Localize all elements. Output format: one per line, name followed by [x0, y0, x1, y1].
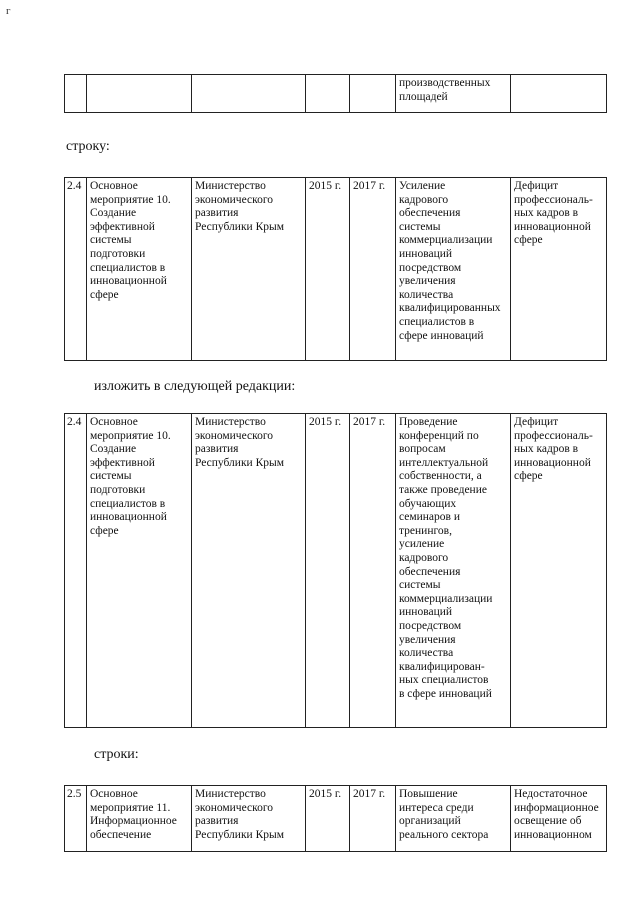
fragment-table	[64, 74, 607, 113]
cell-executor: Министерство экономического развития Республики Крым	[192, 786, 306, 852]
cell-end-year: 2017 г.	[350, 178, 396, 361]
table-row	[65, 414, 607, 728]
cell-event: Основное мероприятие 10. Создание эффективной системы подготовки специалистов в инновационной сфере	[87, 178, 192, 361]
cell-event: Основное мероприятие 11. Информационное обеспечение	[87, 786, 192, 852]
table-row	[65, 178, 607, 361]
table-row	[65, 75, 607, 113]
label-row: строку:	[66, 139, 110, 154]
cell-number: 2.4	[65, 414, 87, 728]
cell-consequence: Недостаточное информационное освещение об инновационном	[511, 786, 607, 852]
corner-mark: г	[6, 5, 11, 17]
cell-start-year: 2015 г.	[306, 414, 350, 728]
cell-end-year: 2017 г.	[350, 414, 396, 728]
cell-executor: Министерство экономического развития Республики Крым	[192, 178, 306, 361]
label-edition: изложить в следующей редакции:	[94, 379, 296, 394]
cell-number: 2.4	[65, 178, 87, 361]
row-25-table	[64, 785, 607, 852]
cell-result: Усиление кадрового обеспечения системы коммерциализации инноваций посредством увеличения количества квалифицированных специалистов в сфере инноваций	[396, 178, 511, 361]
label-rows: строки:	[94, 747, 139, 762]
cell-end-year: 2017 г.	[350, 786, 396, 852]
cell-result: Повышение интереса среди организаций реального сектора	[396, 786, 511, 852]
cell-consequence: Дефицит профессиональ- ных кадров в инновационной сфере	[511, 178, 607, 361]
cell-number	[65, 75, 87, 113]
table-row	[65, 786, 607, 852]
cell-executor	[192, 75, 306, 113]
cell-event: Основное мероприятие 10. Создание эффективной системы подготовки специалистов в инновационной сфере	[87, 414, 192, 728]
new-row-table	[64, 413, 607, 728]
old-row-table	[64, 177, 607, 361]
cell-executor: Министерство экономического развития Республики Крым	[192, 414, 306, 728]
cell-consequence: Дефицит профессиональ- ных кадров в инновационной сфере	[511, 414, 607, 728]
cell-event	[87, 75, 192, 113]
cell-start-year	[306, 75, 350, 113]
cell-consequence	[511, 75, 607, 113]
cell-start-year: 2015 г.	[306, 786, 350, 852]
cell-result: Проведение конференций по вопросам интеллектуальной собственности, а также проведение обучающих семинаров и тренингов, усиление кадрового обеспечения системы коммерциализации инноваций посредством увеличения количества квалифицирован- ных специалистов в сфере инноваций	[396, 414, 511, 728]
cell-end-year	[350, 75, 396, 113]
cell-start-year: 2015 г.	[306, 178, 350, 361]
cell-number: 2.5	[65, 786, 87, 852]
cell-result: производственных площадей	[396, 75, 511, 113]
